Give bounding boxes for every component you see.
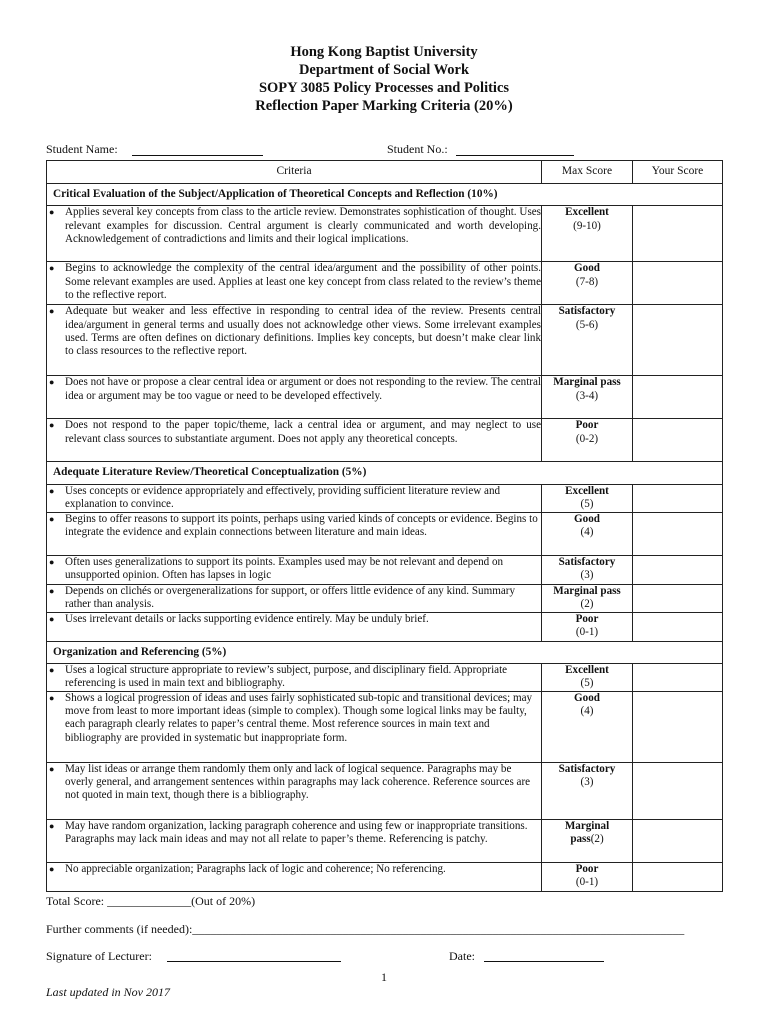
max-score-cell — [542, 376, 633, 419]
criteria-cell — [47, 512, 542, 555]
date-field[interactable] — [484, 949, 604, 962]
score-range — [542, 833, 632, 846]
table-header-row — [47, 161, 723, 184]
max-score-cell — [542, 691, 633, 762]
bullet-icon: ● — [49, 820, 55, 831]
signature-label: Signature of Lecturer: — [46, 949, 152, 963]
criteria-text: Uses irrelevant details or lacks supporting evidence entirely. May be unduly brief. — [65, 612, 429, 625]
max-score-header: Max Score — [542, 161, 633, 184]
score-level-label-continued: pass — [570, 833, 591, 846]
criteria-text: Uses concepts or evidence appropriately and effectively, providing sufficient literature review and explanation to convince. — [65, 484, 501, 510]
criteria-text: Begins to offer reasons to support its points, perhaps using varied kinds of concepts or evidence. Begins to integrate the evidence and explain connections between literature and main ideas. — [65, 512, 538, 538]
table-row — [47, 584, 723, 612]
criteria-cell — [47, 663, 542, 691]
table-row — [47, 819, 723, 862]
table-row — [47, 305, 723, 376]
score-level-label: Satisfactory — [558, 305, 616, 318]
score-level-label: Poor — [575, 612, 599, 625]
score-level-label: Marginal pass — [553, 584, 621, 597]
your-score-cell[interactable] — [633, 691, 723, 762]
bullet-icon: ● — [49, 692, 55, 703]
max-score-cell — [542, 612, 633, 641]
table-row — [47, 762, 723, 819]
criteria-text: Does not have or propose a clear central idea or argument or does not responding to the review. The central idea or argument may be too vague or need to be developed effectively. — [65, 376, 541, 402]
signature-field[interactable] — [167, 949, 341, 962]
max-score-cell — [542, 484, 633, 512]
criteria-cell — [47, 862, 542, 891]
score-level-label: Good — [574, 512, 600, 525]
criteria-cell — [47, 262, 542, 305]
criteria-cell — [47, 419, 542, 462]
criteria-cell — [47, 612, 542, 641]
score-level-label: Satisfactory — [558, 555, 616, 568]
score-level-label: Good — [574, 262, 600, 275]
criteria-cell — [47, 206, 542, 262]
score-level-label: Excellent — [565, 484, 609, 497]
max-score-cell — [542, 419, 633, 462]
criteria-text: Uses a logical structure appropriate to review’s subject, purpose, and disciplinary field. Appropriate referencing is used in main text and bibliography. — [65, 663, 508, 690]
your-score-cell[interactable] — [633, 819, 723, 862]
page-number: 1 — [381, 970, 387, 984]
bullet-icon: ● — [49, 613, 55, 624]
table-row — [47, 612, 723, 641]
table-row — [47, 862, 723, 891]
your-score-cell[interactable] — [633, 305, 723, 376]
your-score-cell[interactable] — [633, 663, 723, 691]
score-level-label: Good — [574, 691, 600, 704]
your-score-cell[interactable] — [633, 612, 723, 641]
score-range: (3) — [580, 568, 594, 581]
max-score-cell — [542, 262, 633, 305]
criteria-text: Depends on clichés or overgeneralizations for support, or offers little evidence of any kind. Summary rather than analysis. — [65, 584, 515, 610]
score-range-value: (2) — [590, 833, 604, 846]
table-row — [47, 206, 723, 262]
bullet-icon: ● — [49, 763, 55, 774]
your-score-cell[interactable] — [633, 376, 723, 419]
max-score-cell — [542, 584, 633, 612]
your-score-cell[interactable] — [633, 262, 723, 305]
last-updated-note: Last updated in Nov 2017 — [46, 985, 171, 999]
your-score-cell[interactable] — [633, 419, 723, 462]
criteria-cell — [47, 762, 542, 819]
max-score-cell — [542, 555, 633, 584]
max-score-cell — [542, 762, 633, 819]
max-score-cell — [542, 819, 633, 862]
university-name: Hong Kong Baptist University — [290, 44, 478, 60]
further-comments-line: Further comments (if needed):__________________________________________________________________________________ — [46, 922, 685, 936]
max-score-cell — [542, 862, 633, 891]
your-score-header: Your Score — [633, 161, 723, 184]
score-range: (9-10) — [573, 219, 601, 232]
bullet-icon: ● — [49, 513, 55, 524]
criteria-cell — [47, 305, 542, 376]
criteria-text: Often uses generalizations to support its points. Examples used may be not relevant and depend on unsupported opinion. Often has lapses in logic — [65, 555, 504, 581]
criteria-text: May list ideas or arrange them randomly them only and lack of logical sequence. Paragraphs may be overly general, and arrangement sentences within paragraphs may lack coherence. Reference sources are not quoted in main text, though there is a bibliography. — [65, 762, 531, 802]
max-score-cell — [542, 512, 633, 555]
bullet-icon: ● — [49, 207, 55, 218]
criteria-cell — [47, 555, 542, 584]
document-title: Reflection Paper Marking Criteria (20%) — [255, 98, 513, 114]
your-score-cell[interactable] — [633, 555, 723, 584]
criteria-text: Applies several key concepts from class to the article review. Demonstrates sophistication of thought. Uses relevant examples for discussion. Central argument is clearly communicated and worth developing. Acknowledgement of contradictions and limits and their logical implications. — [65, 206, 541, 245]
score-range: (7-8) — [575, 275, 599, 288]
max-score-cell — [542, 206, 633, 262]
student-name-label: Student Name: — [46, 142, 118, 156]
your-score-cell[interactable] — [633, 512, 723, 555]
criteria-text: No appreciable organization; Paragraphs lack of logic and coherence; No referencing. — [65, 862, 446, 875]
your-score-cell[interactable] — [633, 584, 723, 612]
student-no-label: Student No.: — [387, 142, 448, 156]
section-row — [47, 462, 723, 484]
table-row — [47, 555, 723, 584]
section-title: Critical Evaluation of the Subject/Application of Theoretical Concepts and Reflection (10%) — [47, 184, 723, 206]
score-level-label: Marginal pass — [553, 376, 621, 389]
total-score-line: Total Score: ______________(Out of 20%) — [46, 894, 256, 908]
department-name: Department of Social Work — [298, 62, 470, 78]
max-score-cell — [542, 305, 633, 376]
section-title: Organization and Referencing (5%) — [47, 641, 723, 663]
score-range: (5-6) — [575, 318, 599, 331]
criteria-text: Adequate but weaker and less effective in responding to central idea of the review. Presents central idea/argument in general terms and usually does not acknowledge other views. Some irrelevant examples used. Terms are often defines on dictionary definitions. Implies key concepts, but doesn’t make clear link to class resources to the reflective report. — [65, 305, 541, 358]
your-score-cell[interactable] — [633, 206, 723, 262]
score-level-label: Poor — [575, 419, 599, 432]
criteria-text: May have random organization, lacking paragraph coherence and using few or inappropriate transitions. Paragraphs may lack main ideas and may not all relate to paper’s theme. Referencing is patchy. — [65, 819, 528, 846]
bullet-icon: ● — [49, 377, 55, 388]
score-range: (0-1) — [575, 876, 599, 889]
bullet-icon: ● — [49, 420, 55, 431]
section-row — [47, 641, 723, 663]
criteria-cell — [47, 584, 542, 612]
score-level-label: Excellent — [565, 663, 609, 676]
table-row — [47, 663, 723, 691]
score-range: (4) — [580, 705, 594, 718]
student-name-field[interactable] — [132, 142, 263, 156]
criteria-text: Begins to acknowledge the complexity of the central idea/argument and the possibility of other points. Some relevant examples are used. Applies at least one key concept from class related to the review’s theme to the reflective report. — [65, 262, 541, 301]
bullet-icon: ● — [49, 306, 55, 317]
bullet-icon: ● — [49, 664, 55, 675]
table-row — [47, 691, 723, 762]
score-range: (5) — [580, 677, 594, 690]
table-row — [47, 484, 723, 512]
student-no-field[interactable] — [456, 142, 574, 156]
max-score-cell — [542, 663, 633, 691]
criteria-cell — [47, 691, 542, 762]
course-title: SOPY 3085 Policy Processes and Politics — [258, 80, 510, 96]
score-range: (0-1) — [575, 625, 599, 638]
criteria-header: Criteria — [47, 161, 542, 184]
date-label: Date: — [449, 949, 475, 963]
score-level-label: Marginal — [564, 819, 610, 832]
marking-criteria-table — [46, 160, 723, 892]
bullet-icon: ● — [49, 263, 55, 274]
bullet-icon: ● — [49, 863, 55, 874]
table-row — [47, 262, 723, 305]
score-level-label: Satisfactory — [558, 762, 616, 775]
score-range: (2) — [580, 597, 594, 610]
score-range: (5) — [580, 497, 594, 510]
your-score-cell[interactable] — [633, 862, 723, 891]
table-body — [47, 184, 723, 892]
bullet-icon: ● — [49, 585, 55, 596]
your-score-cell[interactable] — [633, 762, 723, 819]
criteria-text: Shows a logical progression of ideas and uses fairly sophisticated sub-topic and transitional devices; may move from least to more important ideas (simple to complex). Though some logical links may be faulty, each paragraph clearly relates to paper’s central theme. Most reference sources in main text and bibliography are provided in systematic but inappropriate form. — [65, 691, 533, 744]
score-level-label: Poor — [575, 862, 599, 875]
your-score-cell[interactable] — [633, 484, 723, 512]
score-range: (4) — [580, 525, 594, 538]
section-title: Adequate Literature Review/Theoretical Conceptualization (5%) — [47, 462, 723, 484]
section-row — [47, 184, 723, 206]
bullet-icon: ● — [49, 556, 55, 567]
document-header — [0, 43, 768, 115]
bullet-icon: ● — [49, 485, 55, 496]
score-range: (0-2) — [575, 432, 599, 445]
criteria-cell — [47, 376, 542, 419]
table-row — [47, 376, 723, 419]
score-range: (3-4) — [575, 389, 599, 402]
score-range: (3) — [580, 776, 594, 789]
score-level-label: Excellent — [565, 206, 609, 219]
criteria-cell — [47, 819, 542, 862]
table-row — [47, 419, 723, 462]
criteria-cell — [47, 484, 542, 512]
table-row — [47, 512, 723, 555]
criteria-text: Does not respond to the paper topic/theme, lack a central idea or argument, and may neglect to use relevant class sources to substantiate argument. Does not apply any theoretical concepts. — [65, 419, 541, 445]
